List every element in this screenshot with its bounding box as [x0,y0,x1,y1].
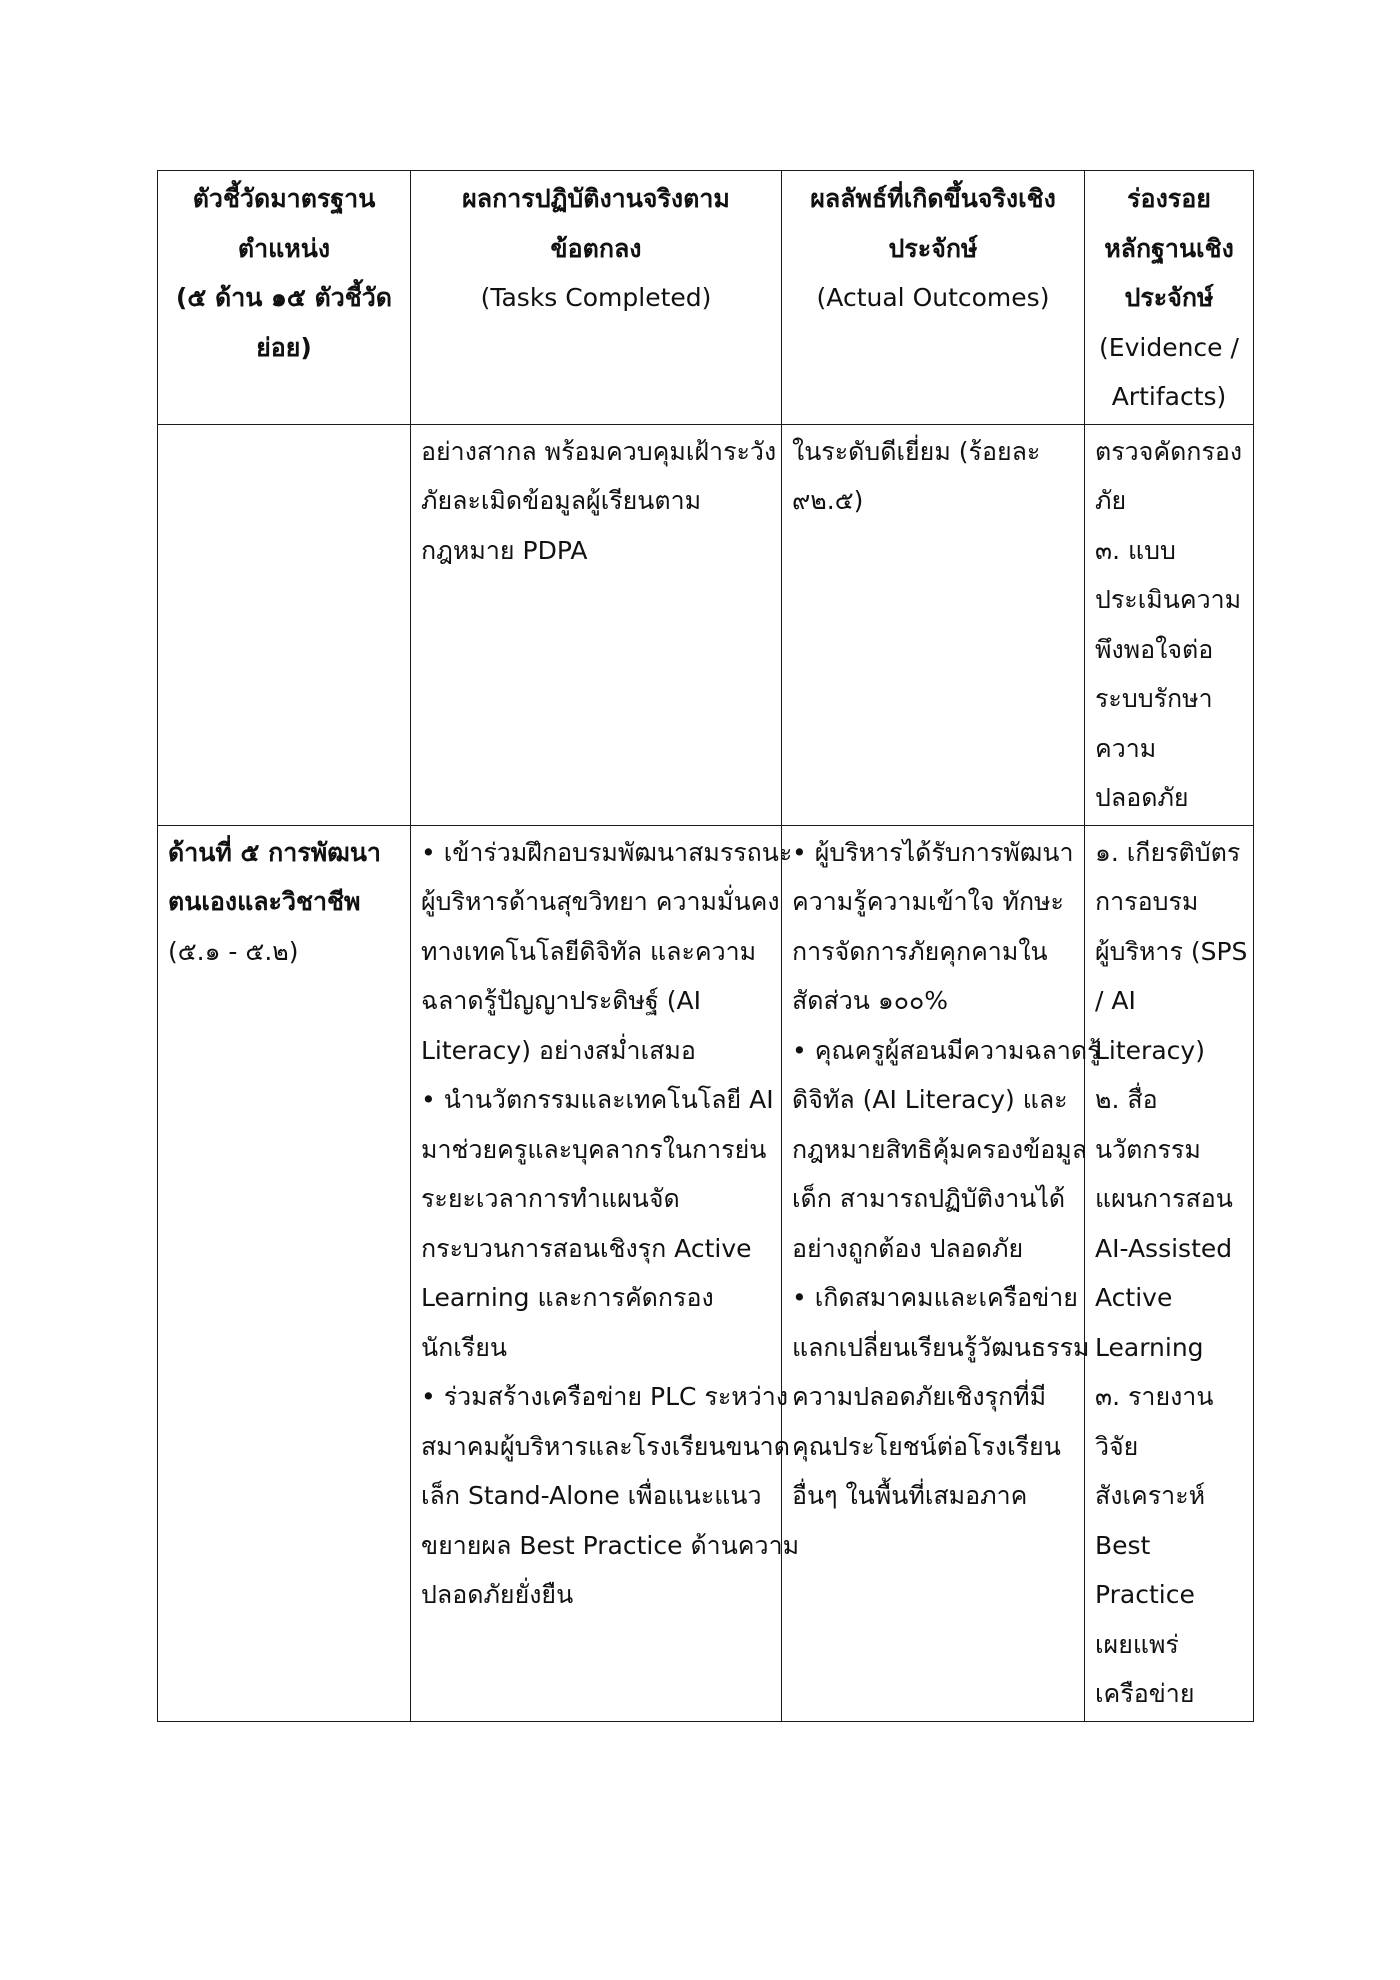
tasks-cell: อย่างสากล พร้อมควบคุมเฝ้าระวัง ภัยละเมิดข้อมูลผู้เรียนตาม กฎหมาย PDPA [411,424,782,825]
header-evidence: ร่องรอย หลักฐานเชิง ประจักษ์ (Evidence / Artifacts) [1085,171,1254,425]
indicator-cell [158,424,411,825]
outcomes-cell: ในระดับดีเยี่ยม (ร้อยละ ๙๒.๕) [782,424,1085,825]
header-tasks: ผลการปฏิบัติงานจริงตาม ข้อตกลง (Tasks Completed) [411,171,782,425]
tasks-cell: • เข้าร่วมฝึกอบรมพัฒนาสมรรถนะ ผู้บริหารด้านสุขวิทยา ความมั่นคง ทางเทคโนโลยีดิจิทัล และความ ฉลาดรู้ปัญญาประดิษฐ์ (AI Literacy) อย่างสม่ำเสมอ • นำนวัตกรรมและเทคโนโลยี AI มาช่วยครูและบุคลากรในการย่น ระยะเวลาการทำแผนจัด กระบวนการสอนเชิงรุก Active Learning และการคัดกรอง นักเรียน • ร่วมสร้างเครือข่าย PLC ระหว่าง สมาคมผู้บริหารและโรงเรียนขนาด เล็ก Stand-Alone เพื่อแนะแนว ขยายผล Best Practice ด้านความ ปลอดภัยยั่งยืน [411,825,782,1721]
header-row [158,171,1254,425]
evidence-cell: ๑. เกียรติบัตร การอบรม ผู้บริหาร (SPS / AI Literacy) ๒. สื่อ นวัตกรรม แผนการสอน AI-Assisted Active Learning ๓. รายงาน วิจัย สังเคราะห์ Best Practice เผยแพร่ เครือข่าย [1085,825,1254,1721]
outcomes-cell: • ผู้บริหารได้รับการพัฒนา ความรู้ความเข้าใจ ทักษะ การจัดการภัยคุกคามใน สัดส่วน ๑๐๐% • คุณครูผู้สอนมีความฉลาดรู้ ดิจิทัล (AI Literacy) และ กฎหมายสิทธิคุ้มครองข้อมูล เด็ก สามารถปฏิบัติงานได้ อย่างถูกต้อง ปลอดภัย • เกิดสมาคมและเครือข่าย แลกเปลี่ยนเรียนรู้วัฒนธรรม ความปลอดภัยเชิงรุกที่มี คุณประโยชน์ต่อโรงเรียน อื่นๆ ในพื้นที่เสมอภาค [782,825,1085,1721]
header-outcomes: ผลลัพธ์ที่เกิดขึ้นจริงเชิง ประจักษ์ (Actual Outcomes) [782,171,1085,425]
performance-table [157,170,1254,1722]
table-row [158,424,1254,825]
indicator-cell: ด้านที่ ๕ การพัฒนา ตนเองและวิชาชีพ (๕.๑ - ๕.๒) [158,825,411,1721]
table-row [158,825,1254,1721]
evidence-cell: ตรวจคัดกรอง ภัย ๓. แบบ ประเมินความ พึงพอใจต่อ ระบบรักษา ความ ปลอดภัย [1085,424,1254,825]
header-indicator: ตัวชี้วัดมาตรฐาน ตำแหน่ง (๕ ด้าน ๑๕ ตัวชี้วัด ย่อย) [158,171,411,425]
